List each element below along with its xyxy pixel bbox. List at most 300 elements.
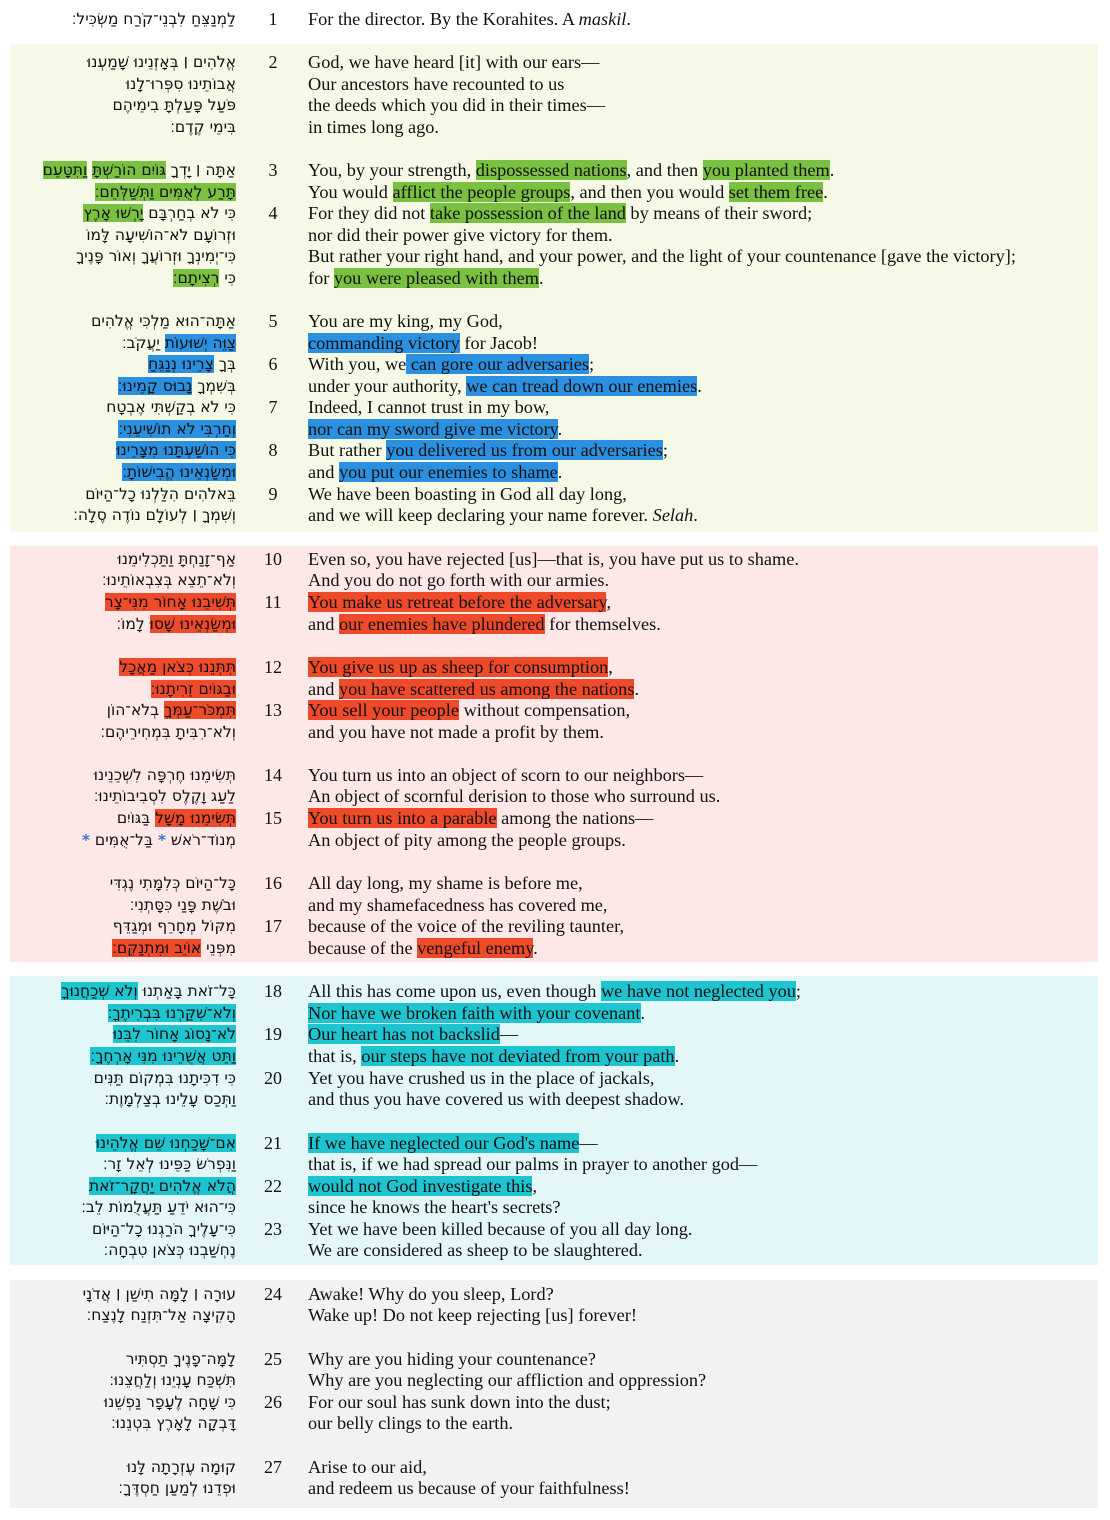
text-segment: But rather your right hand, and your power, and the light of your countenance [gave the victory]; (308, 246, 1016, 266)
english-translation (308, 333, 538, 355)
text-segment: For they did not (308, 203, 430, 223)
hebrew-text (81, 1197, 236, 1219)
hebrew-text (119, 657, 236, 679)
highlighted-phrase: can gore our adversaries (406, 354, 590, 374)
hebrew-text (122, 462, 236, 484)
hebrew-text (117, 549, 236, 571)
text-segment: All day long, my shame is before me, (308, 873, 583, 893)
english-translation (308, 440, 668, 462)
hebrew-text (73, 505, 236, 527)
text-segment: Even so, you have rejected [us]—that is, you have put us to shame. (308, 549, 799, 569)
text-segment: for Jacob! (459, 333, 538, 353)
text-segment: since he knows the heart's secrets? (308, 1197, 561, 1217)
english-translation (308, 700, 630, 722)
verse-number: 21 (264, 1133, 282, 1153)
text-segment: by means of their sword; (625, 203, 813, 223)
highlighted-phrase: רְצִיתָם׃ (172, 269, 220, 287)
highlighted-phrase: וַתֵּט אֲשֻׁרֵינוּ מִנִּי אָרְחֶךָ׃ (90, 1047, 236, 1065)
english-translation (308, 570, 609, 592)
text-segment: אֱלֹהִים ׀ בְּאָזְנֵינוּ שָׁמַעְנוּ (87, 53, 236, 71)
verse-number: 3 (268, 160, 278, 180)
text-segment: We are considered as sheep to be slaughtered. (308, 1240, 643, 1260)
english-translation (308, 1068, 654, 1090)
hebrew-text (113, 916, 236, 938)
text-segment: הָקִיצָה אַל־תִּזְנַח לָנֶצַח׃ (86, 1306, 236, 1324)
hebrew-text (110, 873, 236, 895)
verse-number: 18 (264, 981, 282, 1001)
hebrew-text (83, 1284, 236, 1306)
english-translation (308, 246, 1016, 268)
text-segment: and my shamefacedness has covered me, (308, 895, 608, 915)
verse-line (0, 1003, 1110, 1025)
verse-line (0, 95, 1110, 117)
highlighted-phrase: vengeful enemy (417, 938, 534, 958)
hebrew-text (83, 203, 236, 225)
english-translation (308, 95, 605, 117)
text-segment: כִּי שָׁחָה לֶעָפָר נַפְשֵׁנוּ (103, 1393, 236, 1411)
verse-line (0, 311, 1110, 333)
text-segment: and redeem us because of your faithfulness! (308, 1478, 630, 1498)
text-segment: . (829, 160, 835, 180)
hebrew-text (104, 1089, 236, 1111)
text-segment: עוּרָה ׀ לָמָּה תִישַׁן ׀ אֲדֹנָי (82, 1285, 236, 1303)
text-segment: because of the (308, 938, 418, 958)
verse-line (0, 570, 1110, 592)
verse-number: 19 (264, 1024, 282, 1044)
verse-number: 9 (268, 484, 278, 504)
verse-line (0, 419, 1110, 441)
highlighted-phrase: צָרֵינוּ נְנַגֵּחַ (148, 355, 214, 373)
english-translation (308, 1413, 513, 1435)
highlighted-phrase: אוֹיֵב וּמִתְנַקֵּם׃ (112, 939, 202, 957)
text-segment: אֲבוֹתֵינוּ סִפְּרוּ־לָנוּ (125, 75, 236, 93)
hebrew-text (109, 1370, 236, 1392)
english-translation (308, 117, 439, 139)
text-segment: God, we have heard [it] with our ears— (308, 52, 600, 72)
text-segment: because of the voice of the reviling taunter, (308, 916, 625, 936)
highlighted-phrase: You sell your people (308, 700, 459, 720)
english-translation (308, 1349, 596, 1371)
highlighted-phrase: you put our enemies to shame (338, 462, 558, 482)
text-segment: that is, (308, 1046, 362, 1066)
hebrew-text (118, 1478, 236, 1500)
text-segment: and thus you have covered us with deepest shadow. (308, 1089, 685, 1109)
verse-line (0, 1133, 1110, 1155)
text-segment: כִּי־יְמִינְךָ וּזְרוֹעֲךָ וְאוֹר פָּנֶיךָ (75, 247, 236, 265)
english-translation (308, 160, 834, 182)
text-segment: כִּי־עָלֶיךָ הֹרַגְנוּ כָל־הַיּוֹם (92, 1220, 236, 1238)
text-segment: , (606, 592, 612, 612)
english-translation (308, 1370, 706, 1392)
english-translation (308, 1284, 554, 1306)
verse-line (0, 895, 1110, 917)
hebrew-text (43, 160, 236, 182)
text-segment: לָמוֹ׃ (116, 615, 150, 633)
hebrew-text (118, 419, 236, 441)
english-translation (308, 203, 812, 225)
highlighted-phrase: you delivered us from our adversaries (386, 440, 663, 460)
hebrew-text (112, 938, 236, 960)
verse-line (0, 1089, 1110, 1111)
text-segment: Arise to our aid, (308, 1457, 427, 1477)
text-segment: among the nations— (496, 808, 654, 828)
text-segment: בַּגּוֹיִם (116, 809, 156, 827)
verse-line (0, 1068, 1110, 1090)
hebrew-text (127, 1457, 236, 1479)
highlighted-phrase: וְחַרְבִּי לֹא תוֹשִׁיעֵנִי׃ (118, 420, 236, 438)
highlighted-phrase: take possession of the land (429, 203, 626, 223)
english-translation (308, 484, 627, 506)
text-segment: בְּשִׁמְךָ (192, 377, 236, 395)
text-segment: Awake! Why do you sleep, Lord? (308, 1284, 554, 1304)
english-translation (308, 1003, 645, 1025)
verse-line (0, 786, 1110, 808)
highlighted-phrase: dispossessed nations (475, 160, 627, 180)
english-translation (308, 354, 594, 376)
text-segment: Yet we have been killed because of you all day long. (308, 1219, 693, 1239)
verse-line (0, 1478, 1110, 1500)
verse-line (0, 225, 1110, 247)
hebrew-text (89, 1176, 236, 1198)
textual-note-asterisk: * (157, 831, 166, 849)
hebrew-text (104, 1240, 236, 1262)
highlighted-phrase: תָּרַע לְאֻמִּים וַתְּשַׁלְּחֵם׃ (94, 183, 236, 201)
text-segment: . (538, 268, 544, 288)
hebrew-text (90, 1046, 236, 1068)
hebrew-text (86, 225, 236, 247)
english-translation (308, 1089, 684, 1111)
text-segment: מְנוֹד־רֹאשׁ (165, 831, 236, 849)
text-segment: and you have not made a profit by them. (308, 722, 604, 742)
verse-number: 13 (264, 700, 282, 720)
verse-number: 17 (264, 916, 282, 936)
english-translation (308, 1197, 561, 1219)
highlighted-phrase: you have scattered us among the nations (338, 679, 635, 699)
verse-line (0, 397, 1110, 419)
english-translation (308, 1133, 598, 1155)
text-segment: For our soul has sunk down into the dust; (308, 1392, 611, 1412)
text-segment: . (557, 462, 563, 482)
english-translation (308, 1478, 630, 1500)
text-segment: וּזְרוֹעָם לֹא־הוֹשִׁיעָה לָּמוֹ (86, 226, 236, 244)
text-segment: An object of scornful derision to those who surround us. (308, 786, 721, 806)
text-segment: מִקּוֹל מְחָרֵף וּמְגַדֵּף (112, 917, 236, 935)
verse-line (0, 354, 1110, 376)
verse-line (0, 268, 1110, 290)
text-segment: נֶחְשַׁבְנוּ כְּצֹאן טִבְחָה׃ (103, 1241, 236, 1259)
text-segment: כִּי לֹא בְחַרְבָּם (143, 204, 236, 222)
english-translation (308, 376, 702, 398)
verse-line (0, 376, 1110, 398)
text-segment: — (579, 1133, 598, 1153)
text-segment: and (308, 614, 339, 634)
text-segment: . (626, 9, 631, 29)
hebrew-text (61, 981, 236, 1003)
hebrew-text (170, 117, 236, 139)
verse-line (0, 830, 1110, 852)
english-translation (308, 938, 538, 960)
highlighted-phrase: וַתִּטָּעֵם (42, 161, 88, 179)
text-segment: . (533, 938, 538, 958)
text-segment: תִּשְׁכַּח עָנְיֵנוּ וְלַחֲצֵנוּ׃ (109, 1371, 236, 1389)
text-segment: Our ancestors have recounted to us (308, 74, 565, 94)
verse-line (0, 657, 1110, 679)
text-segment: and (308, 679, 339, 699)
textual-note-asterisk: * (81, 831, 90, 849)
verse-number: 8 (268, 440, 278, 460)
highlighted-phrase: you were pleased with them (333, 268, 539, 288)
text-segment: the deeds which you did in their times— (308, 95, 606, 115)
highlighted-phrase: You make us retreat before the adversary (308, 592, 607, 612)
text-segment: that is, if we had spread our palms in prayer to another god— (308, 1154, 758, 1174)
text-segment: בַּל־אֻמִּים (90, 831, 158, 849)
verse-line (0, 182, 1110, 204)
english-translation (308, 895, 608, 917)
hebrew-text (94, 765, 236, 787)
highlighted-phrase: וְלֹא־שִׁקַּרְנוּ בִּבְרִיתֶךָ׃ (107, 1004, 236, 1022)
text-segment: Yet you have crushed us in the place of jackals, (308, 1068, 655, 1088)
text-segment: וְלֹא־תֵצֵא בְּצִבְאוֹתֵינוּ׃ (101, 571, 236, 589)
text-segment: וּבֹשֶׁת פָּנַי כִּסָּתְנִי׃ (129, 896, 236, 914)
english-translation (308, 1154, 757, 1176)
highlighted-phrase: וְלֹא שְׁכַחֲנוּךָ (61, 982, 138, 1000)
text-segment: לַמְנַצֵּחַ לִבְנֵי־קֹרַח מַשְׂכִּיל׃ (71, 10, 236, 28)
text-segment: . (557, 419, 563, 439)
text-segment: For the director. By the Korahites. A (308, 9, 579, 29)
verse-line (0, 462, 1110, 484)
text-segment: פֹּעַל פָּעַלְתָּ בִימֵיהֶם (112, 96, 236, 114)
verse-line (0, 1392, 1110, 1414)
english-translation (308, 679, 639, 701)
text-segment: בִּימֵי קֶדֶם׃ (170, 118, 236, 136)
text-segment: ; (589, 354, 595, 374)
text-segment: וְלֹא־רִבִּיתָ בִּמְחִירֵיהֶם׃ (100, 723, 236, 741)
text-segment: Why are you neglecting our affliction and oppression? (308, 1370, 707, 1390)
text-segment: ; (795, 981, 802, 1001)
text-segment: With you, we (308, 354, 407, 374)
hebrew-text (173, 268, 236, 290)
verse-line (0, 440, 1110, 462)
text-segment: You are my king, my God, (308, 311, 503, 331)
english-translation (308, 1046, 679, 1068)
highlighted-phrase: תִּמְכֹּר־עַמְּךָ (164, 701, 236, 719)
text-segment: מִפְּנֵי (201, 939, 236, 957)
verse-line (0, 9, 1110, 31)
text-segment: קוּמָה עֶזְרָתָה לָּנוּ (126, 1458, 236, 1476)
highlighted-phrase: nor can my sword give me victory (308, 419, 558, 439)
verse-line (0, 679, 1110, 701)
text-segment: You would (308, 182, 393, 202)
text-segment: , and then you would (570, 182, 729, 202)
verse-number: 11 (264, 592, 282, 612)
verse-number: 23 (264, 1219, 282, 1239)
english-translation (308, 1240, 643, 1262)
english-translation (308, 786, 720, 808)
verse-number: 22 (264, 1176, 282, 1196)
verse-line (0, 117, 1110, 139)
highlighted-phrase: וּבַגּוֹיִם זֵרִיתָנוּ׃ (150, 680, 236, 698)
hebrew-text (111, 1413, 236, 1435)
text-segment: You, by your strength, (308, 160, 476, 180)
english-translation (308, 981, 801, 1003)
highlighted-phrase: גּוֹיִם הוֹרַשְׁתָּ (92, 161, 166, 179)
text-segment: , and then (626, 160, 703, 180)
text-segment: . (634, 679, 640, 699)
text-segment: כָּל־זֹאת בָּאַתְנוּ (137, 982, 236, 1000)
verse-line (0, 1154, 1110, 1176)
english-translation (308, 1305, 637, 1327)
english-translation (308, 505, 698, 527)
highlighted-phrase: our enemies have plundered (338, 614, 545, 634)
text-segment: וַתְּכַס עָלֵינוּ בְצַלְמָוֶת׃ (104, 1090, 236, 1108)
verse-line (0, 1370, 1110, 1392)
english-translation (308, 1392, 611, 1414)
verse-number: 7 (268, 397, 278, 417)
text-segment: תְּשִׂימֵנוּ חֶרְפָּה לִשְׁכֵנֵינוּ (93, 766, 236, 784)
text-segment: An object of pity among the people groups. (308, 830, 626, 850)
english-translation (308, 1219, 692, 1241)
text-segment: כִּי (219, 269, 236, 287)
highlighted-phrase: Our heart has not backslid (308, 1024, 500, 1044)
verse-line (0, 938, 1110, 960)
verse-line (0, 1305, 1110, 1327)
hebrew-text (108, 1003, 236, 1025)
text-segment: בְּךָ (213, 355, 236, 373)
hebrew-text (94, 786, 236, 808)
highlighted-phrase: would not God investigate this (308, 1176, 533, 1196)
text-segment: וְשִׁמְךָ ׀ לְעוֹלָם נוֹדֶה סֶלָה׃ (73, 506, 236, 524)
text-segment: אַף־זָנַחְתָּ וַתַּכְלִימֵנוּ (117, 550, 236, 568)
verse-number: 12 (264, 657, 282, 677)
verse-line (0, 614, 1110, 636)
text-segment: בֵּאלֹהִים הִלַּלְנוּ כָל־הַיּוֹם (85, 485, 236, 503)
text-segment: ; (662, 440, 668, 460)
verse-line (0, 1176, 1110, 1198)
hebrew-text (94, 1068, 236, 1090)
verse-number: 2 (268, 52, 278, 72)
hebrew-text (118, 376, 236, 398)
hebrew-text (82, 830, 236, 852)
verse-number: 14 (264, 765, 282, 785)
hebrew-text (76, 246, 236, 268)
highlighted-phrase: וּמְשַׂנְאֵינוּ הֱבִישׁוֹתָ׃ (122, 463, 236, 481)
text-segment: our belly clings to the earth. (308, 1413, 514, 1433)
highlighted-phrase: תְּשִׂימֵנוּ מָשָׁל (155, 809, 236, 827)
english-translation (308, 1176, 537, 1198)
verse-number: 10 (264, 549, 282, 569)
hebrew-text (96, 1133, 236, 1155)
hebrew-text (126, 74, 236, 96)
verse-line (0, 592, 1110, 614)
text-segment: for (308, 268, 334, 288)
hebrew-text (116, 440, 236, 462)
english-translation (308, 74, 564, 96)
hebrew-text (104, 1392, 236, 1414)
highlighted-phrase: הֲלֹא אֱלֹהִים יַחֲקָר־זֹאת (88, 1177, 236, 1195)
highlighted-phrase: נָבוּס קָמֵינוּ׃ (117, 377, 193, 395)
text-segment: All this has come upon us, even though (308, 981, 601, 1001)
english-translation (308, 1024, 518, 1046)
verse-line (0, 52, 1110, 74)
verse-line (0, 1240, 1110, 1262)
text-segment: And you do not go forth with our armies. (308, 570, 610, 590)
italic-term: Selah (652, 505, 694, 525)
english-translation (308, 182, 828, 204)
text-segment: כִּי דִכִּיתָנוּ בִּמְקוֹם תַּנִּים (93, 1069, 236, 1087)
english-translation (308, 225, 613, 247)
english-translation (308, 592, 611, 614)
hebrew-text (95, 182, 236, 204)
verse-line (0, 505, 1110, 527)
text-segment: . (823, 182, 828, 202)
verse-line (0, 765, 1110, 787)
hebrew-text (122, 333, 236, 355)
text-segment: כִּי לֹא בְקַשְׁתִּי אֶבְטָח (106, 398, 236, 416)
english-translation (308, 614, 661, 636)
hebrew-text (151, 679, 236, 701)
verse-line (0, 981, 1110, 1003)
verse-line (0, 873, 1110, 895)
hebrew-text (106, 397, 236, 419)
text-segment: We have been boasting in God all day long, (308, 484, 627, 504)
highlighted-phrase: You give us up as sheep for consumption (308, 657, 609, 677)
text-segment: וַנִּפְרֹשׂ כַּפֵּינוּ לְאֵל זָר׃ (102, 1155, 236, 1173)
text-segment: But rather (308, 440, 387, 460)
text-segment: אַתָּה ׀ יָדְךָ (165, 161, 236, 179)
english-translation (308, 9, 631, 31)
english-translation (308, 311, 503, 333)
verse-line (0, 74, 1110, 96)
verse-number: 5 (268, 311, 278, 331)
english-translation (308, 873, 583, 895)
hebrew-text (112, 95, 236, 117)
verse-number: 4 (268, 203, 278, 223)
text-segment: nor did their power give victory for them. (308, 225, 613, 245)
text-segment: וּפְדֵנוּ לְמַעַן חַסְדֶּךָ׃ (118, 1479, 236, 1497)
verse-number: 16 (264, 873, 282, 893)
text-segment: and we will keep declaring your name forever. (308, 505, 653, 525)
text-segment: כָּל־הַיּוֹם כְּלִמָּתִי נֶגְדִּי (109, 874, 236, 892)
hebrew-text (126, 1349, 236, 1371)
hebrew-text (113, 1024, 236, 1046)
highlighted-phrase: set them free (728, 182, 824, 202)
highlighted-phrase: our steps have not deviated from your path (361, 1046, 675, 1066)
highlighted-phrase: commanding victory (308, 333, 460, 353)
hebrew-text (102, 570, 236, 592)
verse-number: 1 (268, 9, 278, 29)
highlighted-phrase: we have not neglected you (600, 981, 796, 1001)
highlighted-phrase: תִּתְּנֵנוּ כְּצֹאן מַאֲכָל (119, 658, 236, 676)
text-segment: for themselves. (544, 614, 661, 634)
verse-line (0, 1284, 1110, 1306)
hebrew-text (103, 1154, 236, 1176)
hebrew-text (117, 808, 236, 830)
highlighted-phrase: יָרְשׁוּ אָרֶץ (83, 204, 144, 222)
hebrew-text (85, 484, 236, 506)
english-translation (308, 549, 799, 571)
verse-line (0, 722, 1110, 744)
text-segment: אַתָּה־הוּא מַלְכִּי אֱלֹהִים (91, 312, 236, 330)
english-translation (308, 462, 562, 484)
hebrew-text (130, 895, 236, 917)
text-segment: דָּבְקָה לָאָרֶץ בִּטְנֵנוּ׃ (111, 1414, 236, 1432)
hebrew-text (105, 592, 236, 614)
english-translation (308, 52, 599, 74)
text-segment: in times long ago. (308, 117, 440, 137)
verse-line (0, 203, 1110, 225)
hebrew-text (107, 700, 236, 722)
text-segment: and (308, 462, 339, 482)
